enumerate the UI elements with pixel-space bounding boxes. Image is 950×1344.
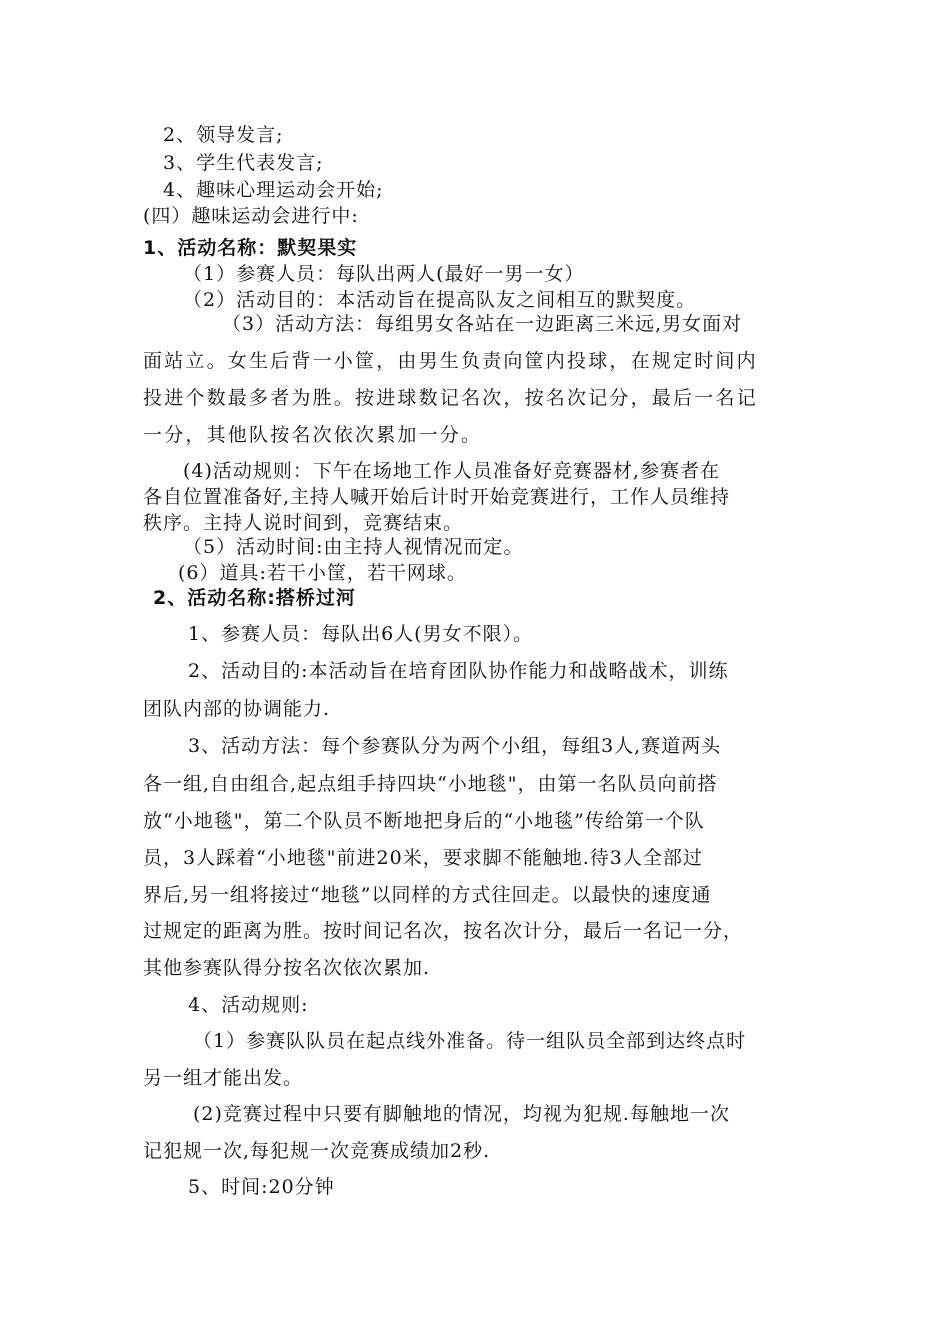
activity-1-rules-line: 秩序。主持人说时间到，竞赛结束。 bbox=[143, 512, 464, 534]
activity-1-rules-line: (4)活动规则：下午在场地工作人员准备好竞赛器材,参赛者在 bbox=[183, 460, 720, 482]
activity-1-method-line: （3）活动方法：每组男女各站在一边距离三米远,男女面对 bbox=[222, 313, 743, 335]
step-4-line: 4、趣味心理运动会开始; bbox=[163, 179, 384, 201]
activity-1-time: （5）活动时间:由主持人视情况而定。 bbox=[183, 536, 524, 558]
activity-1-heading: 1、活动名称：默契果实 bbox=[143, 237, 358, 259]
activity-2-time: 5、时间:20分钟 bbox=[188, 1176, 335, 1198]
activity-1-purpose: （2）活动目的：本活动旨在提高队友之间相互的默契度。 bbox=[183, 289, 697, 311]
activity-1-rules-line: 各自位置准备好,主持人喊开始后计时开始竞赛进行，工作人员维持 bbox=[143, 486, 731, 508]
activity-2-purpose-line: 2、活动目的:本活动旨在培育团队协作能力和战略战术，训练 bbox=[188, 660, 729, 682]
activity-2-method-line: 其他参赛队得分按名次依次累加. bbox=[143, 957, 431, 979]
activity-2-purpose-line: 团队内部的协调能力. bbox=[143, 698, 331, 720]
activity-1-method-line: 一分，其他队按名次依次累加一分。 bbox=[143, 424, 483, 446]
activity-1-props: (6）道具:若干小筐，若干网球。 bbox=[178, 562, 467, 584]
section-4-heading: (四）趣味运动会进行中: bbox=[143, 205, 359, 227]
activity-2-method-line: 3、活动方法：每个参赛队分为两个小组，每组3人,赛道两头 bbox=[188, 735, 722, 757]
activity-2-rule-2-line: 记犯规一次,每犯规一次竞赛成绩加2秒. bbox=[143, 1140, 491, 1162]
activity-1-method-line: 面站立。女生后背一小筐，由男生负责向筐内投球，在规定时间内 bbox=[143, 350, 758, 372]
activity-2-rule-2-line: (2)竞赛过程中只要有脚触地的情况，均视为犯规.每触地一次 bbox=[193, 1103, 730, 1125]
activity-2-rules-heading: 4、活动规则: bbox=[188, 994, 309, 1016]
activity-2-method-line: 员，3人踩着“小地毯"前进20米，要求脚不能触地.待3人全部过 bbox=[143, 847, 703, 869]
activity-2-heading: 2、活动名称:搭桥过河 bbox=[153, 587, 356, 609]
activity-2-participants: 1、参赛人员：每队出6人(男女不限）。 bbox=[188, 623, 534, 645]
activity-1-participants: （1）参赛人员：每队出两人(最好一男一女） bbox=[183, 263, 585, 285]
activity-2-method-line: 过规定的距离为胜。按时间记名次，按名次计分，最后一名记一分， bbox=[143, 920, 744, 942]
activity-1-method-line: 投进个数最多者为胜。按进球数记名次，按名次记分，最后一名记 bbox=[143, 387, 758, 409]
activity-2-rule-1-line: （1）参赛队队员在起点线外准备。待一组队员全部到达终点时 bbox=[193, 1030, 747, 1052]
activity-2-method-line: 各一组,自由组合,起点组手持四块“小地毯"，由第一名队员向前搭 bbox=[143, 773, 718, 795]
activity-2-method-line: 放“小地毯"，第二个队员不断地把身后的“小地毯”传给第一个队 bbox=[143, 810, 705, 832]
activity-2-method-line: 界后,另一组将接过“地毯”以同样的方式往回走。以最快的速度通 bbox=[143, 884, 712, 906]
step-3-line: 3、学生代表发言; bbox=[163, 152, 324, 174]
activity-2-rule-1-line: 另一组才能出发。 bbox=[143, 1067, 304, 1089]
step-2-line: 2、领导发言; bbox=[163, 124, 284, 146]
